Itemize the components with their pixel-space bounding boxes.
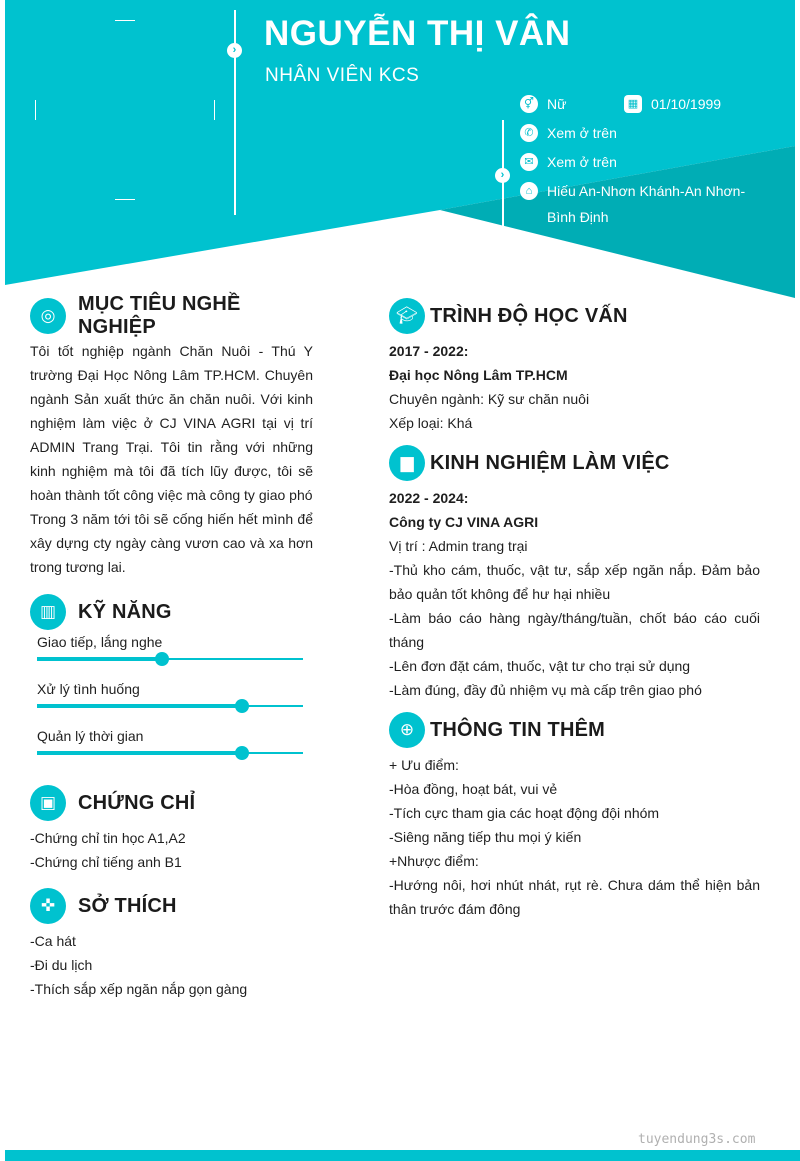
section-experience (389, 445, 760, 702)
hobby-item: -Đi du lịch (30, 957, 93, 973)
additional-line: + Ưu điểm: (389, 757, 459, 773)
section-title: SỞ THÍCH (78, 894, 177, 917)
skill-item (30, 677, 313, 724)
phone-icon: ✆ (520, 124, 538, 142)
skill-item (30, 724, 313, 771)
skill-level-fill (37, 704, 242, 708)
email-icon: ✉ (520, 153, 538, 171)
contact-address: ⌂ Hiếu An-Nhơn Khánh-An Nhơn-Bình Định (520, 178, 770, 230)
footer-bar (5, 1150, 800, 1161)
skill-level-fill (37, 751, 242, 755)
skill-level-track (37, 658, 303, 660)
chevron-right-icon: › (495, 168, 510, 183)
section-hobbies (30, 888, 313, 1001)
certificate-item: -Chứng chỉ tiếng anh B1 (30, 854, 182, 870)
education-grade: Xếp loại: Khá (389, 415, 473, 431)
experience-duty: -Làm đúng, đầy đủ nhiệm vụ mà cấp trên giao phó (389, 682, 702, 698)
contact-birthday: ▦ 01/10/1999 (624, 91, 721, 117)
skill-item (30, 630, 313, 677)
candidate-name: NGUYỄN THỊ VÂN (264, 14, 571, 53)
additional-line: -Hướng nôi, hơi nhút nhát, rụt rè. Chưa dám thể hiện bản thân trước đám đông (389, 877, 760, 917)
section-title: THÔNG TIN THÊM (430, 718, 606, 741)
plus-circle-icon: ⊕ (389, 712, 425, 748)
watermark: tuyendung3s.com (638, 1132, 756, 1147)
section-objective (30, 293, 313, 579)
section-education (389, 298, 760, 435)
hobby-item: -Thích sắp xếp ngăn nắp gọn gàng (30, 981, 248, 997)
skills-list (30, 630, 313, 771)
contact-email: ✉ Xem ở trên (520, 149, 617, 175)
education-school: Đại học Nông Lâm TP.HCM (389, 367, 568, 383)
graduation-cap-icon: 🎓︎ (389, 298, 425, 334)
experience-company: Công ty CJ VINA AGRI (389, 514, 539, 530)
certificate-icon: ▣ (30, 785, 66, 821)
briefcase-icon: ▆ (389, 445, 425, 481)
experience-duty: -Làm báo cáo hàng ngày/tháng/tuần, chốt báo cáo cuối tháng (389, 610, 760, 650)
experience-duty: -Thủ kho cám, thuốc, vật tư, sắp xếp ngăn nắp. Đảm bảo bảo quản tốt không để hư hại nhiều (389, 562, 760, 602)
section-title: CHỨNG CHỈ (78, 791, 196, 814)
additional-line: -Siêng năng tiếp thu mọi ý kiến (389, 829, 582, 845)
additional-line: +Nhược điểm: (389, 853, 479, 869)
calendar-icon: ▦ (624, 95, 642, 113)
section-title: MỤC TIÊU NGHỀ NGHIỆP (78, 293, 241, 338)
section-title: KINH NGHIỆM LÀM VIỆC (430, 451, 670, 474)
chevron-right-icon: › (227, 43, 242, 58)
avatar-placeholder (35, 20, 215, 200)
target-icon: ◎ (30, 298, 66, 334)
hobby-item: -Ca hát (30, 933, 76, 949)
section-certificates (30, 785, 313, 874)
contact-phone: ✆ Xem ở trên (520, 120, 617, 146)
education-major: Chuyên ngành: Kỹ sư chăn nuôi (389, 391, 590, 407)
objective-paragraph: Tôi tốt nghiệp ngành Chăn Nuôi - Thú Y trường Đại Học Nông Lâm TP.HCM. Chuyên ngành Sản xuất thức ăn chăn nuôi. Với kinh nghiệm làm việc ở CJ VINA AGRI tại vị trí ADMIN Trang Trại. Tôi tin rằng với những kinh nghiệm mà tôi đã tích lũy được, tôi sẽ hoàn thành tốt công việc mà công ty giao phó (30, 343, 313, 503)
objective-paragraph: Trong 3 năm tới tôi sẽ cống hiến hết mình để xây dựng cty ngày càng vươn cao và xa hơn trong tương lai. (30, 511, 313, 575)
right-column (389, 298, 760, 921)
divider-line (234, 10, 236, 215)
skill-label: Giao tiếp, lắng nghe (37, 634, 163, 650)
skill-level-knob (235, 699, 249, 713)
skill-level-fill (37, 657, 162, 661)
skill-label: Xử lý tình huống (37, 681, 140, 697)
skill-level-knob (235, 746, 249, 760)
additional-line: -Hòa đồng, hoạt bát, vui vẻ (389, 781, 558, 797)
section-additional-info (389, 712, 760, 921)
section-title: TRÌNH ĐỘ HỌC VẤN (430, 304, 628, 327)
skill-level-track (37, 752, 303, 754)
home-icon: ⌂ (520, 182, 538, 200)
certificate-item: -Chứng chỉ tin học A1,A2 (30, 830, 186, 846)
skill-level-track (37, 705, 303, 707)
additional-line: -Tích cực tham gia các hoạt động đội nhóm (389, 805, 660, 821)
gender-icon: ⚥ (520, 95, 538, 113)
section-skills (30, 594, 313, 771)
education-period: 2017 - 2022: (389, 343, 469, 359)
experience-period: 2022 - 2024: (389, 490, 469, 506)
contact-gender: ⚥ Nữ (520, 91, 566, 117)
left-column (30, 293, 313, 1001)
gamepad-icon: ✜ (30, 888, 66, 924)
skill-level-knob (155, 652, 169, 666)
skill-label: Quản lý thời gian (37, 728, 144, 744)
bar-chart-icon: ▥ (30, 594, 66, 630)
section-title: KỸ NĂNG (78, 600, 172, 623)
experience-duty: -Lên đơn đặt cám, thuốc, vật tư cho trại sử dụng (389, 658, 691, 674)
job-title: NHÂN VIÊN KCS (265, 65, 420, 86)
experience-position: Vị trí : Admin trang trại (389, 538, 528, 554)
